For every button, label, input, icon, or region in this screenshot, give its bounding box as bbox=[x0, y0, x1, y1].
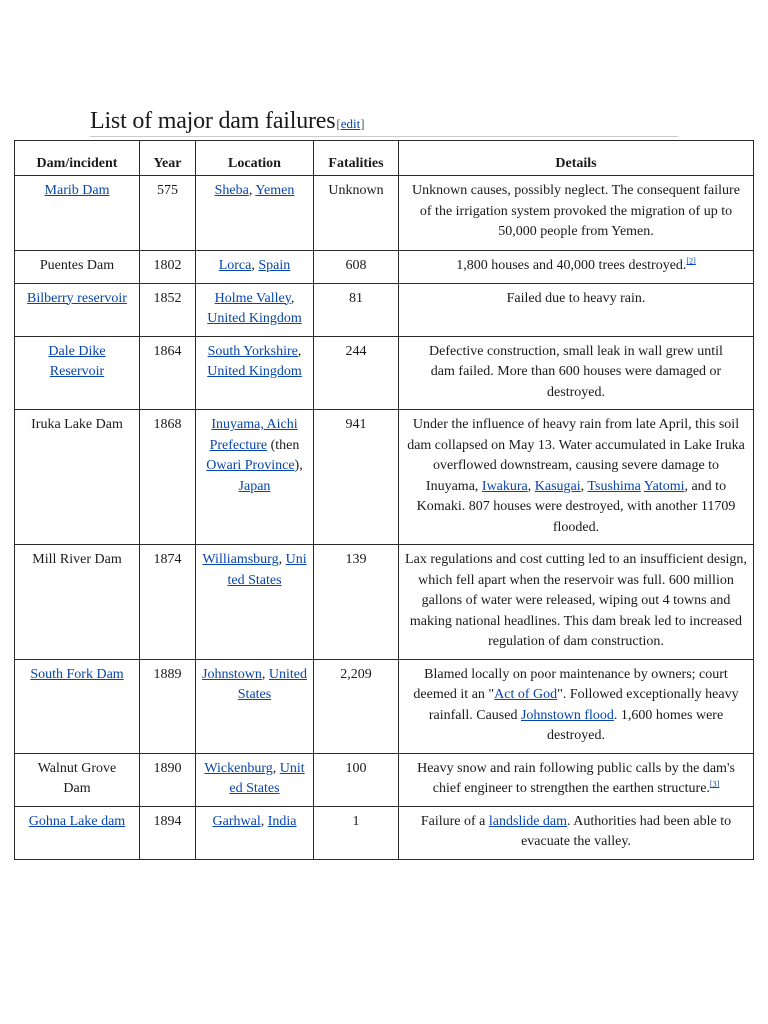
details-link[interactable]: Tsushima bbox=[587, 478, 641, 494]
page-title: List of major dam failures bbox=[90, 108, 336, 134]
dam-link[interactable]: South Fork Dam bbox=[30, 666, 124, 682]
details-cell bbox=[399, 410, 754, 545]
details-text: , bbox=[580, 478, 588, 494]
location-link[interactable]: Japan bbox=[238, 478, 271, 494]
dam-link[interactable]: Bilberry reservoir bbox=[27, 290, 127, 306]
section-heading bbox=[90, 106, 678, 137]
location-link[interactable]: Garhwal bbox=[212, 813, 261, 829]
edit-bracket-open: [ bbox=[336, 116, 341, 131]
location-link[interactable]: Wickenburg bbox=[204, 760, 273, 776]
location-cell bbox=[196, 251, 314, 284]
location-link[interactable]: Holme Valley bbox=[214, 290, 291, 306]
dam-link[interactable]: Dale Dike Reservoir bbox=[48, 343, 106, 379]
citation-link[interactable]: [3] bbox=[709, 779, 720, 789]
location-link[interactable]: Sheba bbox=[214, 183, 249, 198]
fatalities-cell: 941 bbox=[314, 410, 399, 545]
year-cell: 575 bbox=[140, 176, 196, 251]
year-cell: 1802 bbox=[140, 251, 196, 284]
fatalities-cell: 244 bbox=[314, 336, 399, 410]
location-link[interactable]: Williamsburg bbox=[202, 552, 279, 567]
dam-cell bbox=[15, 806, 140, 859]
location-link[interactable]: Johnstown bbox=[202, 666, 262, 682]
fatalities-cell: 100 bbox=[314, 753, 399, 806]
column-header-location[interactable]: Location bbox=[196, 141, 314, 176]
details-text: 1,800 houses and 40,000 trees destroyed. bbox=[456, 258, 687, 273]
dam-cell bbox=[15, 283, 140, 336]
edit-section-link[interactable]: edit bbox=[340, 116, 361, 131]
dam-link[interactable]: Marib Dam bbox=[44, 183, 110, 198]
details-cell: Failed due to heavy rain. bbox=[399, 283, 754, 336]
details-text: Blamed locally on poor maintenance by owners; court deemed it an " bbox=[413, 666, 728, 702]
table-row bbox=[15, 753, 754, 806]
details-link[interactable]: Act of God bbox=[494, 687, 558, 702]
location-separator: , bbox=[260, 813, 268, 829]
table-row bbox=[15, 806, 754, 859]
table-row bbox=[15, 336, 754, 410]
location-link[interactable]: United Kingdom bbox=[207, 311, 302, 326]
year-cell: 1864 bbox=[140, 336, 196, 410]
fatalities-cell: 608 bbox=[314, 251, 399, 284]
table-row bbox=[15, 176, 754, 251]
table-row bbox=[15, 545, 754, 660]
location-separator: , bbox=[278, 552, 286, 567]
details-text: Under the influence of heavy rain from late April, this soil dam collapsed on May 13. Water accumulated in Lake Iruka overflowed downstream, causing severe damage to Inuyama, bbox=[407, 417, 745, 494]
location-cell bbox=[196, 336, 314, 410]
location-link[interactable]: Lorca bbox=[218, 258, 252, 273]
location-text: ), bbox=[294, 458, 303, 473]
fatalities-cell: 81 bbox=[314, 283, 399, 336]
table-row bbox=[15, 410, 754, 545]
dam-cell: Walnut Grove Dam bbox=[15, 753, 140, 806]
details-cell bbox=[399, 659, 754, 753]
fatalities-cell: 1 bbox=[314, 806, 399, 859]
details-link[interactable]: Yatomi bbox=[643, 478, 685, 494]
details-cell bbox=[399, 806, 754, 859]
column-header-details[interactable]: Details bbox=[399, 141, 754, 176]
fatalities-cell: 139 bbox=[314, 545, 399, 660]
citation-link[interactable]: [2] bbox=[686, 256, 696, 266]
details-cell: Unknown causes, possibly neglect. The consequent failure of the irrigation system provoked the migration of up to 50,000 people from Yemen. bbox=[399, 176, 754, 251]
column-header-dam[interactable]: Dam/incident bbox=[15, 141, 140, 176]
location-link[interactable]: India bbox=[267, 813, 297, 829]
dam-cell: Iruka Lake Dam bbox=[15, 410, 140, 545]
table-row bbox=[15, 659, 754, 753]
details-link[interactable]: Johnstown flood bbox=[520, 707, 614, 723]
column-header-year[interactable]: Year bbox=[140, 141, 196, 176]
edit-bracket-close: ] bbox=[360, 116, 365, 131]
location-cell bbox=[196, 283, 314, 336]
details-cell bbox=[399, 753, 754, 806]
location-cell bbox=[196, 806, 314, 859]
location-separator: , bbox=[261, 666, 269, 682]
table-row bbox=[15, 251, 754, 284]
dam-cell bbox=[15, 659, 140, 753]
location-cell bbox=[196, 659, 314, 753]
dam-cell: Mill River Dam bbox=[15, 545, 140, 660]
details-cell: Defective construction, small leak in wall grew until dam failed. More than 600 houses were damaged or destroyed. bbox=[399, 336, 754, 410]
location-separator: , bbox=[297, 343, 302, 359]
location-link[interactable]: Owari Province bbox=[206, 458, 295, 473]
location-link[interactable]: United Kingdom bbox=[207, 364, 302, 379]
table-header-row bbox=[15, 141, 754, 176]
details-text: , bbox=[527, 478, 535, 494]
location-link[interactable]: United States bbox=[237, 666, 308, 702]
year-cell: 1890 bbox=[140, 753, 196, 806]
location-link[interactable]: Inuyama, Aichi Prefecture bbox=[209, 417, 298, 453]
details-text: . Authorities had been able to evacuate the valley. bbox=[521, 813, 732, 849]
details-text: . 1,600 homes were destroyed. bbox=[547, 707, 724, 743]
location-separator: , bbox=[272, 760, 280, 776]
dam-link[interactable]: Gohna Lake dam bbox=[28, 813, 126, 829]
dam-cell bbox=[15, 336, 140, 410]
table-row bbox=[15, 283, 754, 336]
details-cell: Lax regulations and cost cutting led to an insufficient design, which fell apart when the reservoir was full. 600 million gallons of water were released, wiping out 4 towns and making national headlines. This dam break led to increased regulation of dam construction. bbox=[399, 545, 754, 660]
location-text: (then bbox=[267, 437, 300, 453]
year-cell: 1894 bbox=[140, 806, 196, 859]
dam-cell: Puentes Dam bbox=[15, 251, 140, 284]
details-link[interactable]: Iwakura bbox=[481, 478, 528, 494]
location-cell bbox=[196, 753, 314, 806]
details-text: Failure of a bbox=[420, 813, 489, 829]
location-cell bbox=[196, 410, 314, 545]
details-link[interactable]: landslide dam bbox=[488, 813, 568, 829]
edit-section-wrapper bbox=[336, 116, 364, 131]
details-link[interactable]: Kasugai bbox=[534, 478, 581, 494]
location-link[interactable]: United States bbox=[227, 552, 307, 588]
details-cell bbox=[399, 251, 754, 284]
location-separator: , bbox=[251, 258, 259, 273]
details-text: Heavy snow and rain following public calls by the dam's chief engineer to strengthen the earthen structure. bbox=[417, 760, 735, 796]
location-separator: , bbox=[290, 290, 295, 306]
year-cell: 1874 bbox=[140, 545, 196, 660]
details-text: ". Followed exceptionally heavy rainfall. Caused bbox=[428, 687, 739, 723]
location-separator: , bbox=[248, 183, 256, 198]
fatalities-cell: 2,209 bbox=[314, 659, 399, 753]
details-text: , and to Komaki. 807 houses were destroyed, with another 11709 flooded. bbox=[416, 478, 736, 535]
column-header-fatalities[interactable]: Fatalities bbox=[314, 141, 399, 176]
location-link[interactable]: Yemen bbox=[255, 183, 295, 198]
dam-cell bbox=[15, 176, 140, 251]
location-link[interactable]: Spain bbox=[258, 258, 291, 273]
fatalities-cell: Unknown bbox=[314, 176, 399, 251]
location-link[interactable]: United States bbox=[229, 760, 305, 796]
year-cell: 1889 bbox=[140, 659, 196, 753]
year-cell: 1868 bbox=[140, 410, 196, 545]
location-cell bbox=[196, 545, 314, 660]
year-cell: 1852 bbox=[140, 283, 196, 336]
location-link[interactable]: South Yorkshire bbox=[207, 343, 298, 359]
dam-failures-table bbox=[14, 140, 754, 860]
location-cell bbox=[196, 176, 314, 251]
